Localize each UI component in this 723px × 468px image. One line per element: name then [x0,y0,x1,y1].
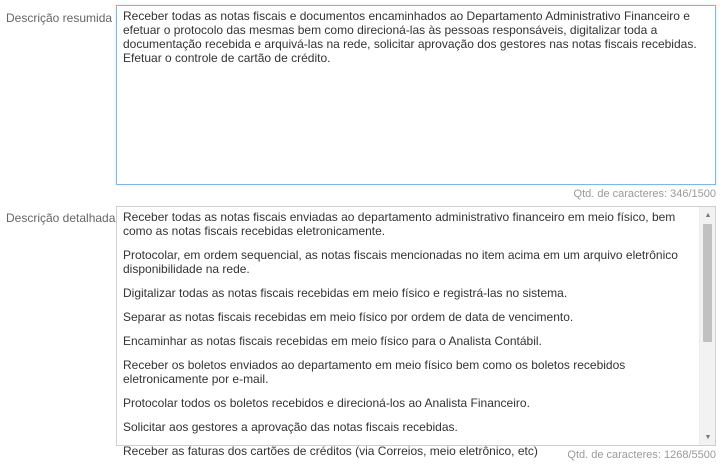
paragraph: Receber os boletos enviados ao departamento em meio físico bem como os boletos recebidos eletronicamente por e-mail. [123,358,626,386]
scroll-thumb[interactable] [703,224,712,342]
paragraph: Protocolar, em ordem sequencial, as notas fiscais mencionadas no item acima em um arquivo eletrônico disponibilidade na rede. [123,248,678,276]
paragraph: Solicitar aos gestores a aprovação das notas fiscais recebidas. [123,420,458,434]
descricao-detalhada-text [123,210,695,468]
paragraph: Protocolar todos os boletos recebidos e direcioná-los ao Analista Financeiro. [123,396,530,410]
descricao-resumida-text: Receber todas as notas fiscais e documentos encaminhados ao Departamento Administrativo Financeiro e efetuar o protocolo das mesmas bem como direcioná-las às pessoas responsáveis, digitalizar toda a documentação recebida e arquivá-las na rede, solicitar aprovação dos gestores nas notas fiscais recebidas. Efetuar o controle de cartão de crédito. [123,9,697,65]
scroll-down-icon[interactable]: ▼ [704,433,712,441]
descricao-resumida-textarea[interactable] [116,5,716,185]
descricao-resumida-counter: Qtd. de caracteres: 346/1500 [573,188,716,200]
paragraph: Digitalizar todas as notas fiscais recebidas em meio físico e registrá-las no sistema. [123,286,568,300]
vertical-scrollbar[interactable] [699,207,715,445]
scroll-up-icon[interactable]: ▲ [704,211,712,219]
paragraph: Receber todas as notas fiscais enviadas ao departamento administrativo financeiro em meio físico, bem como as notas fiscais recebidas eletronicamente. [123,210,676,238]
descricao-detalhada-counter: Qtd. de caracteres: 1268/5500 [567,449,716,461]
paragraph: Encaminhar as notas fiscais recebidas em meio físico para o Analista Contábil. [123,334,542,348]
paragraph: Separar as notas fiscais recebidas em meio físico por ordem de data de vencimento. [123,310,574,324]
descricao-resumida-label: Descrição resumida [6,11,113,25]
paragraph: Receber as faturas dos cartões de créditos (via Correios, meio eletrônico, etc) [123,444,538,458]
descricao-detalhada-label: Descrição detalhada [6,211,116,225]
